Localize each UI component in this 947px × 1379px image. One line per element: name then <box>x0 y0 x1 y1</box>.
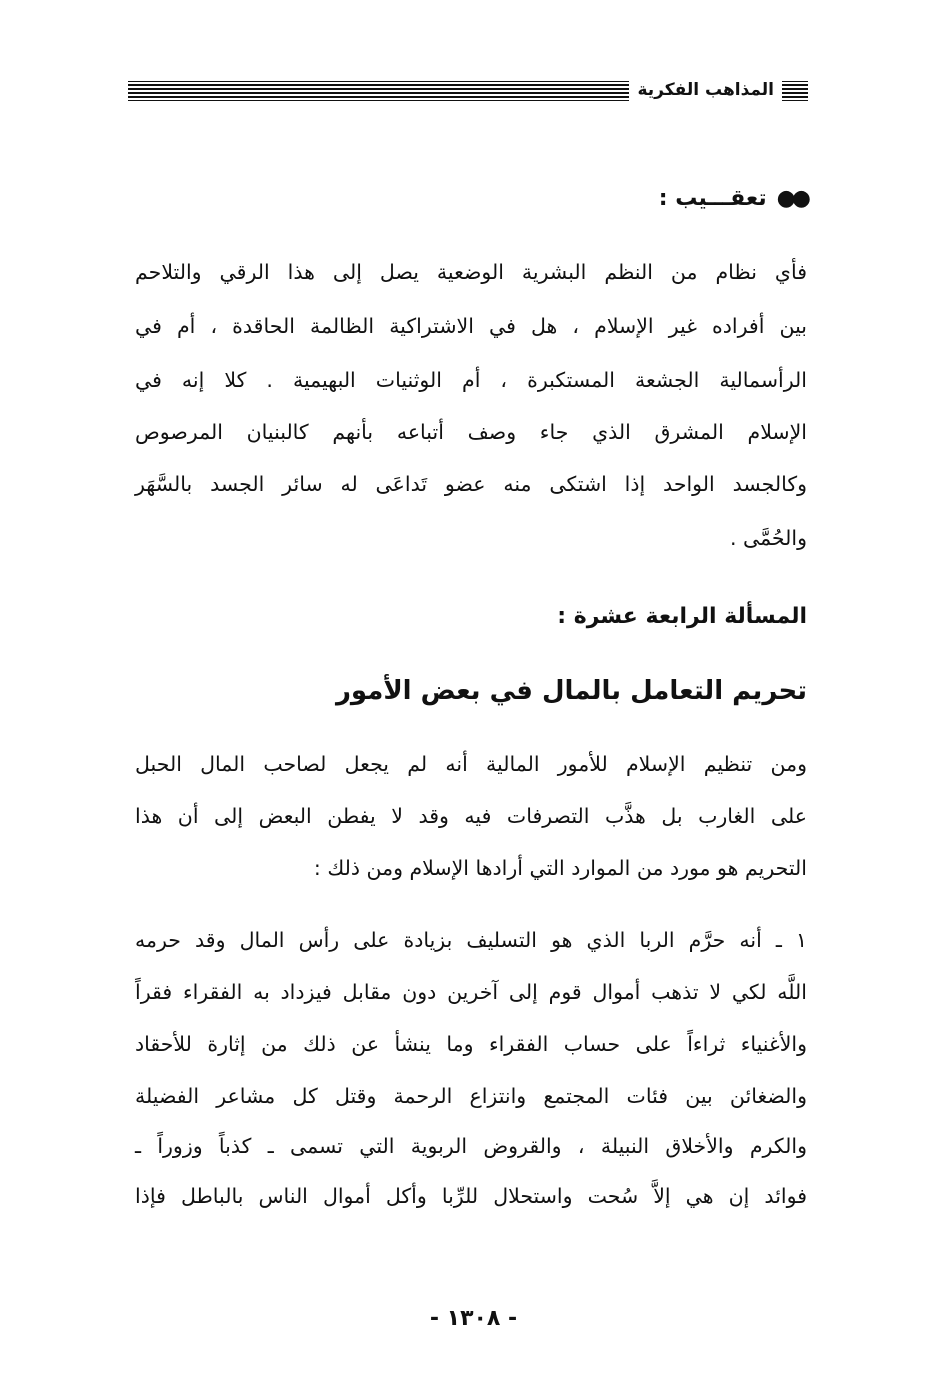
paragraph2-line: على الغارب بل هذَّب التصرفات فيه وقد لا يفطن البعض إلى أن هذا <box>135 804 807 828</box>
paragraph3-line: اللَّه لكي لا تذهب أموال قوم إلى آخرين دون مقابل فيزداد به الفقراء فقراً <box>135 980 807 1004</box>
paragraph1-line: الرأسمالية الجشعة المستكبرة ، أم الوثنيات البهيمية . كلا إنه في <box>135 368 807 392</box>
header-rule-short <box>782 80 808 101</box>
paragraph3-line: ١ ـ أنه حرَّم الربا الذي هو التسليف بزيادة على رأس المال وقد حرمه <box>135 928 807 952</box>
page-number: - ١٣٠٨ - <box>429 1306 518 1331</box>
paragraph1-line: الإسلام المشرق الذي جاء وصف أتباعه بأنهم كالبنيان المرصوص <box>135 420 807 444</box>
paragraph1-line: وكالجسد الواحد إذا اشتكى منه عضو تَداعَى له سائر الجسد بالسَّهَر <box>135 472 807 496</box>
paragraph1-line: والحُمَّى . <box>729 526 807 550</box>
comment-heading <box>659 186 807 211</box>
paragraph3-line: والكرم والأخلاق النبيلة ، والقروض الربوية التي تسمى ـ كذباً وزوراً ـ <box>135 1134 807 1158</box>
paragraph1-line: فأي نظام من النظم البشرية الوضعية يصل إلى هذا الرقي والتلاحم <box>135 260 807 284</box>
paragraph3-line: فوائد إن هي إلاَّ سُحت واستحلال للرِّبا وأكل أموال الناس بالباطل فإذا <box>135 1184 807 1208</box>
running-header <box>128 74 808 106</box>
section-heading: تحريم التعامل بالمال في بعض الأمور <box>335 676 807 706</box>
header-rule-long <box>128 80 629 101</box>
paragraph3-line: والأغنياء ثراءاً على حساب الفقراء وما ينشأ عن ذلك من إثارة للأحقاد <box>135 1032 807 1056</box>
comment-heading-text: تعقـــيب : <box>658 186 767 211</box>
issue-heading: المسألة الرابعة عشرة : <box>557 604 807 629</box>
paragraph2-line: التحريم هو مورد من الموارد التي أرادها الإسلام ومن ذلك : <box>313 856 807 880</box>
paragraph1-line: بين أفراده غير الإسلام ، هل في الاشتراكية الظالمة الحاقدة ، أم في <box>135 314 807 338</box>
paragraph3-line: والضغائن بين فئات المجتمع وانتزاع الرحمة وقتل كل مشاعر الفضيلة <box>135 1084 807 1108</box>
paragraph2-line: ومن تنظيم الإسلام للأمور المالية أنه لم يجعل لصاحب المال الحبل <box>135 752 807 776</box>
bullet-icon: ●● <box>776 186 807 211</box>
running-title: المذاهب الفكرية <box>637 79 774 100</box>
